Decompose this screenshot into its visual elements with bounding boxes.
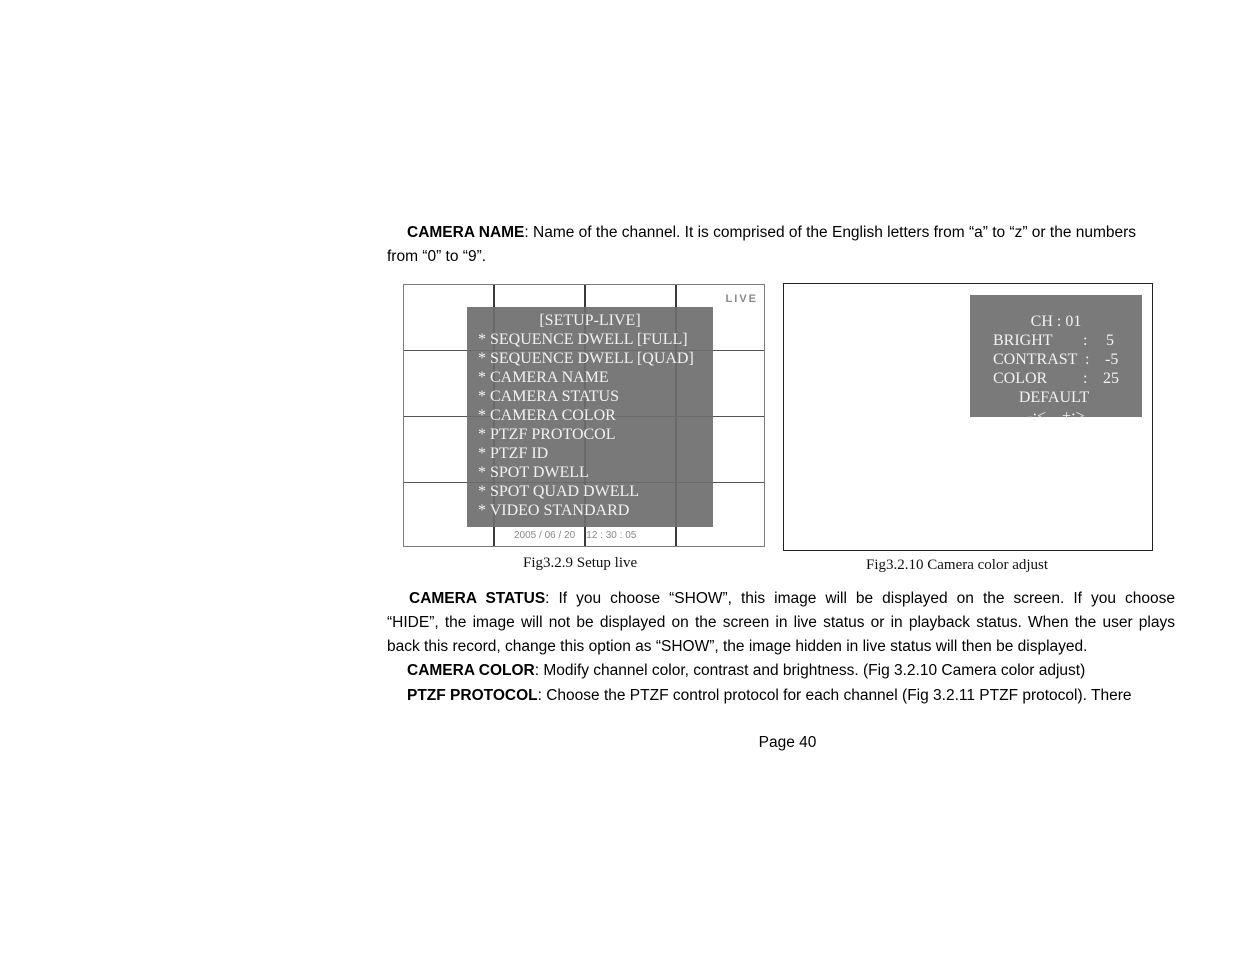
colon: : (1083, 370, 1088, 387)
setup-live-menu-list (478, 330, 694, 520)
camera-status-term: CAMERA STATUS (409, 590, 546, 607)
setup-live-menu-title: [SETUP-LIVE] (539, 312, 641, 329)
camera-color-term: CAMERA COLOR (407, 662, 535, 679)
menu-item: * SPOT DWELL (478, 464, 589, 481)
menu-item: * CAMERA NAME (478, 369, 609, 386)
bright-row (970, 331, 1142, 350)
contrast-row (970, 350, 1142, 369)
menu-item: * SEQUENCE DWELL [FULL] (478, 331, 688, 348)
figure-caption-camera-color: Fig3.2.10 Camera color adjust (866, 557, 1049, 573)
setup-live-screenshot (403, 284, 765, 547)
contrast-label: CONTRAST (993, 351, 1078, 368)
live-label: LIVE (725, 293, 758, 305)
ptzf-protocol-text: : Choose the PTZF control protocol for each channel (Fig 3.2.11 PTZF protocol). There (537, 687, 1132, 704)
camera-name-text: : Name of the channel. It is comprised of the English letters from “a” to “z” or the numbers (524, 224, 1137, 241)
camera-name-text-line2: from “0” to “9”. (387, 248, 487, 265)
menu-item: * PTZF ID (478, 445, 549, 462)
color-value: 25 (1103, 370, 1119, 387)
camera-color-paragraph (387, 659, 1175, 683)
bright-label: BRIGHT (993, 332, 1053, 349)
timestamp: 2005 / 06 / 20 12 : 30 : 05 (514, 530, 637, 541)
bright-value: 5 (1106, 332, 1114, 349)
camera-color-text: : Modify channel color, contrast and brightness. (Fig 3.2.10 Camera color adjust) (534, 662, 1086, 679)
camera-name-term: CAMERA NAME (407, 224, 525, 241)
camera-status-text-line3: back this record, change this option as “SHOW”, the image hidden in live status will then be displayed. (387, 638, 1088, 655)
ptzf-protocol-term: PTZF PROTOCOL (407, 687, 538, 704)
default-label: DEFAULT (1018, 389, 1090, 406)
menu-item: * SPOT QUAD DWELL (478, 483, 640, 500)
color-row (970, 369, 1142, 388)
channel-label: CH : 01 (1030, 313, 1082, 330)
menu-item: * CAMERA STATUS (478, 388, 619, 405)
camera-status-text-line2: “HIDE”, the image will not be displayed on the screen in live status or in playback status. When the user plays (387, 614, 1175, 631)
camera-name-paragraph (387, 221, 1175, 269)
menu-item: * PTZF PROTOCOL (478, 426, 616, 443)
figure-caption-setup-live: Fig3.2.9 Setup live (523, 555, 638, 571)
colon: : (1083, 332, 1088, 349)
camera-color-osd (970, 295, 1142, 425)
setup-live-menu (467, 307, 713, 527)
page-number: Page 40 (758, 734, 817, 751)
adjust-hint: -:< +:> (1027, 408, 1085, 425)
menu-item: * CAMERA COLOR (478, 407, 616, 424)
camera-status-text: : If you choose “SHOW”, this image will be displayed on the screen. If you choose (545, 590, 1175, 607)
camera-color-screenshot (783, 283, 1153, 551)
menu-item: * VIDEO STANDARD (478, 502, 630, 519)
contrast-value: -5 (1105, 351, 1119, 368)
color-label: COLOR (993, 370, 1048, 387)
colon: : (1085, 351, 1090, 368)
menu-item: * SEQUENCE DWELL [QUAD] (478, 350, 694, 367)
ptzf-protocol-paragraph (387, 684, 1175, 708)
camera-status-paragraph (387, 587, 1175, 659)
